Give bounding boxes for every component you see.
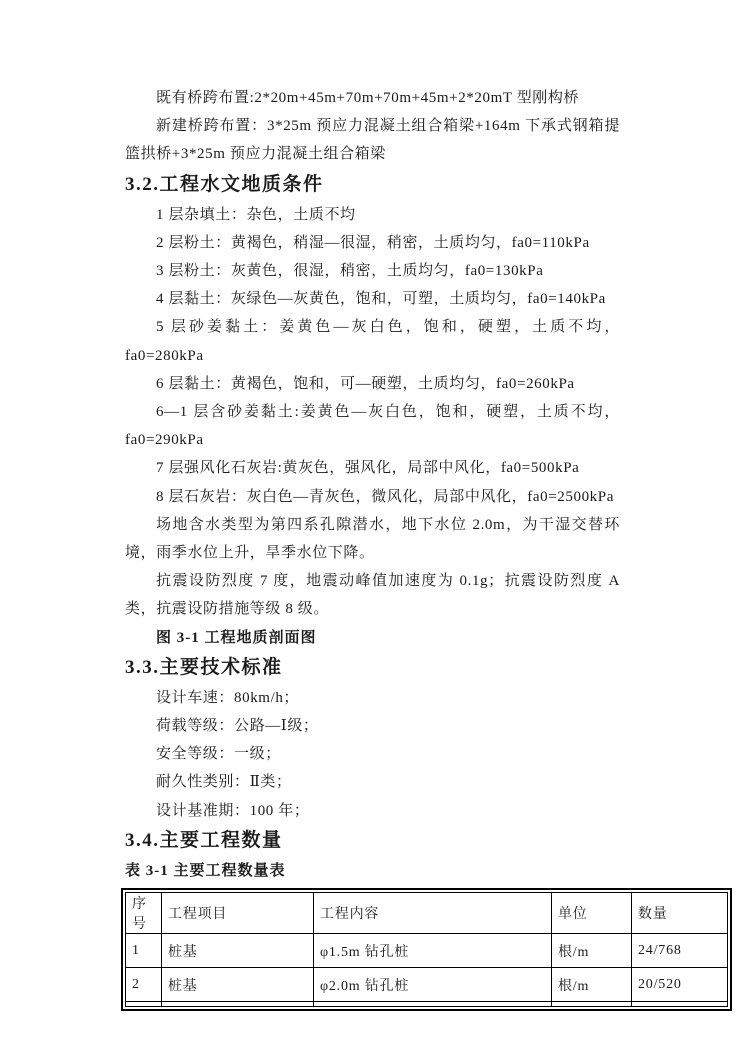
- soil-layer-2: 2 层粉土：黄褐色，稍湿—很湿，稍密，土质均匀，fa0=110kPa: [156, 234, 590, 251]
- cell-quantity: 20/520: [632, 968, 728, 1002]
- cell-unit: 根/m: [552, 934, 632, 968]
- soil-layer-6-1: 6—1 层含砂姜黏土:姜黄色—灰白色，饱和，硬塑，土质不均，fa0=290kPa: [125, 404, 620, 449]
- table-row-clipped-at-page-break: [126, 1002, 728, 1007]
- standard-design-period: 设计基准期：100 年；: [156, 802, 310, 819]
- soil-layer-7: 7 层强风化石灰岩:黄灰色，强风化，局部中风化，fa0=500kPa: [156, 460, 580, 477]
- table-3-1-caption: 表 3-1 主要工程数量表: [125, 862, 286, 879]
- cell-unit: 根/m: [552, 968, 632, 1002]
- column-header-quantity: 数量: [632, 893, 728, 934]
- soil-layer-8: 8 层石灰岩：灰白色—青灰色，微风化，局部中风化，fa0=2500kPa: [156, 488, 614, 505]
- soil-layer-6: 6 层黏土：黄褐色，饱和，可—硬塑，土质均匀，fa0=260kPa: [156, 375, 575, 392]
- figure-3-1-caption: 图 3-1 工程地质剖面图: [156, 629, 317, 646]
- section-3-3-heading: 3.3.主要技术标准: [125, 656, 283, 678]
- column-header-index: 序号: [126, 893, 162, 934]
- cell-content: φ2.0m 钻孔桩: [314, 968, 552, 1002]
- soil-layer-3: 3 层粉土：灰黄色，很湿，稍密，土质均匀，fa0=130kPa: [156, 263, 544, 280]
- column-header-content: 工程内容: [314, 893, 552, 934]
- paragraph-groundwater: 场地含水类型为第四系孔隙潜水，地下水位 2.0m，为干湿交替环境，雨季水位上升，旱季水位下降。: [125, 516, 620, 562]
- standard-load-grade: 荷载等级：公路—Ⅰ级；: [156, 718, 319, 735]
- soil-layer-4: 4 层黏土：灰绿色—灰黄色，饱和，可塑，土质均匀，fa0=140kPa: [156, 291, 606, 308]
- standard-safety-grade: 安全等级：一级；: [156, 746, 281, 763]
- quantities-table: [121, 888, 732, 1011]
- paragraph-existing-bridge-spans: 既有桥跨布置:2*20m+45m+70m+70m+45m+2*20mT 型刚构桥: [156, 90, 580, 106]
- column-header-unit: 单位: [552, 893, 632, 934]
- column-header-item: 工程项目: [162, 893, 314, 934]
- table-row: [126, 968, 728, 1002]
- cell-item: 桩基: [162, 968, 314, 1002]
- section-3-2-heading: 3.2.工程水文地质条件: [125, 173, 324, 195]
- cell-index: 1: [126, 934, 162, 968]
- standard-design-speed: 设计车速：80km/h；: [156, 689, 300, 706]
- table-header-row: [126, 893, 728, 934]
- paragraph-seismic: 抗震设防烈度 7 度，地震动峰值加速度为 0.1g；抗震设防烈度 A 类，抗震设防措施等级 8 级。: [125, 573, 620, 618]
- paragraph-new-bridge-spans: 新建桥跨布置：3*25m 预应力混凝土组合箱梁+164m 下承式钢箱提篮拱桥+3*25m 预应力混凝土组合箱梁: [125, 118, 620, 163]
- cell-quantity: 24/768: [632, 934, 728, 968]
- cell-item: 桩基: [162, 934, 314, 968]
- cell-index: 2: [126, 968, 162, 1002]
- cell-content: φ1.5m 钻孔桩: [314, 934, 552, 968]
- table-row: [126, 934, 728, 968]
- soil-layer-1: 1 层杂填土：杂色，土质不均: [156, 206, 356, 223]
- soil-layer-5: 5 层砂姜黏土：姜黄色—灰白色，饱和，硬塑，土质不均，fa0=280kPa: [125, 319, 620, 364]
- standard-durability-class: 耐久性类别：Ⅱ类；: [156, 774, 292, 791]
- section-3-4-heading: 3.4.主要工程数量: [125, 829, 283, 851]
